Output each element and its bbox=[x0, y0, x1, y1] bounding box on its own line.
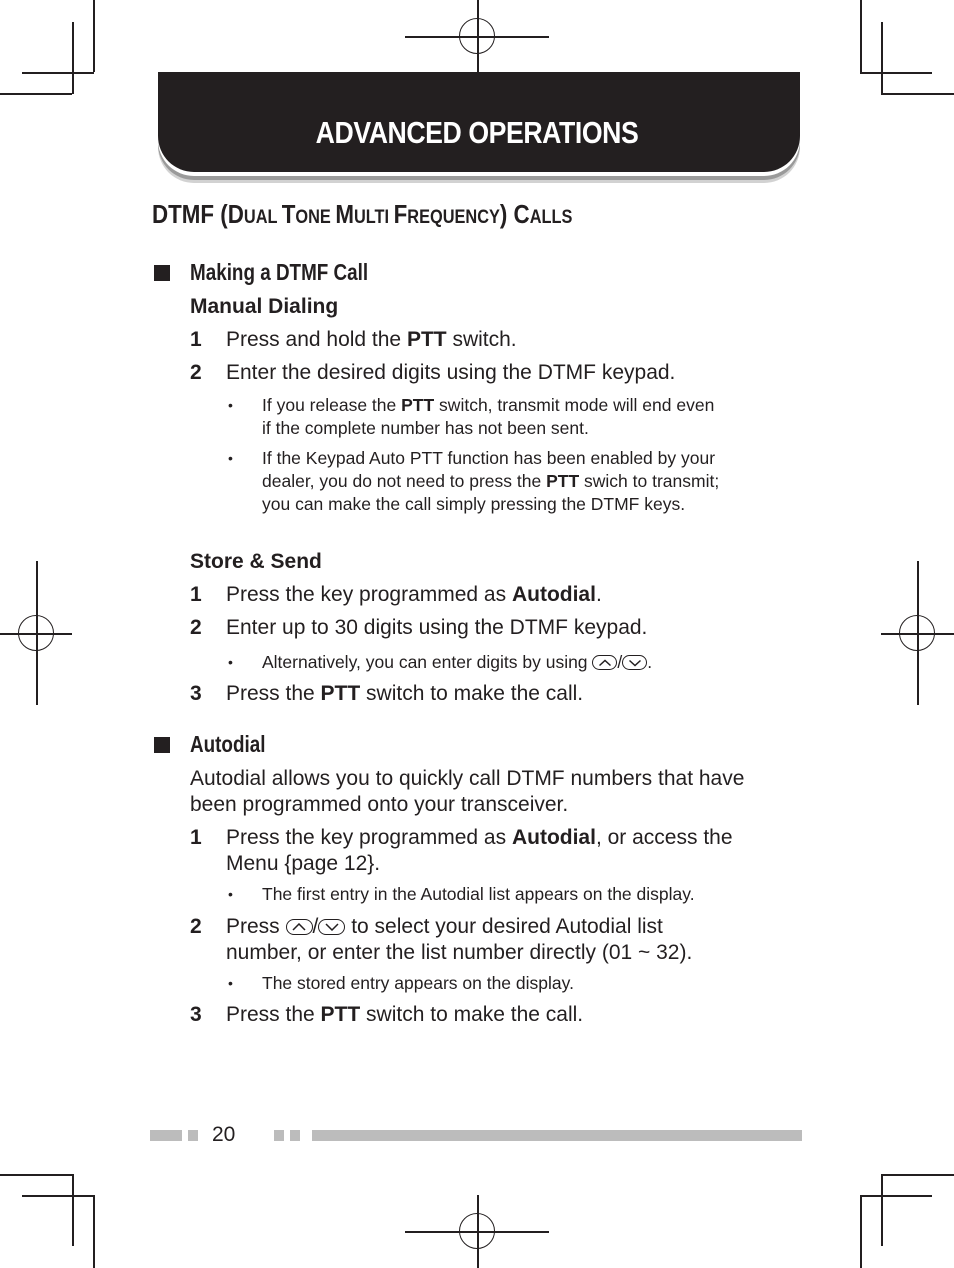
page-number: 20 bbox=[212, 1123, 236, 1146]
note-text: The first entry in the Autodial list appears on the display. bbox=[262, 884, 695, 904]
up-arrow-key-icon bbox=[286, 919, 313, 935]
note-text: If you release the PTT switch, transmit mode will end even if the complete number has not been sent. bbox=[262, 395, 715, 438]
bullet-icon: • bbox=[228, 886, 233, 902]
section-title: DTMF (DUAL TONE MULTI FREQUENCY) CALLS bbox=[152, 199, 573, 229]
footer-bar bbox=[150, 1130, 182, 1141]
step-text: Press and hold the PTT switch. bbox=[226, 328, 517, 351]
step-number: 3 bbox=[190, 682, 202, 705]
step-number: 2 bbox=[190, 361, 202, 384]
step-number: 3 bbox=[190, 1003, 202, 1026]
bullet-icon: • bbox=[228, 975, 233, 991]
note-text: The stored entry appears on the display. bbox=[262, 973, 574, 993]
footer-bar bbox=[188, 1130, 198, 1141]
step-text: Press the PTT switch to make the call. bbox=[226, 1003, 584, 1026]
step-number: 1 bbox=[190, 328, 202, 351]
footer-bar bbox=[274, 1130, 284, 1141]
note-text: Alternatively, you can enter digits by using / . bbox=[262, 652, 653, 672]
down-arrow-key-icon bbox=[318, 919, 345, 935]
store-send-label: Store & Send bbox=[190, 550, 322, 573]
chapter-title: ADVANCED OPERATIONS bbox=[315, 115, 639, 150]
making-call-heading: Making a DTMF Call bbox=[190, 259, 369, 285]
bullet-icon: • bbox=[228, 397, 233, 413]
autodial-heading: Autodial bbox=[190, 731, 266, 757]
manual-dialing-label: Manual Dialing bbox=[190, 295, 339, 318]
heading-square-icon bbox=[154, 265, 170, 281]
bullet-icon: • bbox=[228, 450, 233, 466]
footer-bar bbox=[290, 1130, 300, 1141]
step-text: Press the PTT switch to make the call. bbox=[226, 682, 584, 705]
down-arrow-key-icon bbox=[622, 655, 647, 670]
step-text: Enter the desired digits using the DTMF keypad. bbox=[226, 361, 676, 384]
up-arrow-key-icon bbox=[592, 655, 617, 670]
note-text: If the Keypad Auto PTT function has been enabled by your dealer, you do not need to press the PTT swich to transmit; you can make the call simply pressing the DTMF keys. bbox=[262, 448, 720, 514]
heading-square-icon bbox=[154, 737, 170, 753]
bullet-icon: • bbox=[228, 654, 233, 670]
step-text: Press the key programmed as Autodial. bbox=[226, 583, 602, 606]
footer-bar bbox=[312, 1130, 802, 1141]
step-text: Press / to select your desired Autodial list number, or enter the list number directly (01 ~ 32). bbox=[226, 915, 693, 964]
autodial-intro: Autodial allows you to quickly call DTMF numbers that have been programmed onto your transceiver. bbox=[190, 767, 745, 816]
step-text: Press the key programmed as Autodial, or access the Menu {page 12}. bbox=[226, 826, 733, 875]
step-number: 1 bbox=[190, 826, 202, 849]
step-text: Enter up to 30 digits using the DTMF keypad. bbox=[226, 616, 648, 639]
step-number: 1 bbox=[190, 583, 202, 606]
step-number: 2 bbox=[190, 915, 202, 938]
step-number: 2 bbox=[190, 616, 202, 639]
